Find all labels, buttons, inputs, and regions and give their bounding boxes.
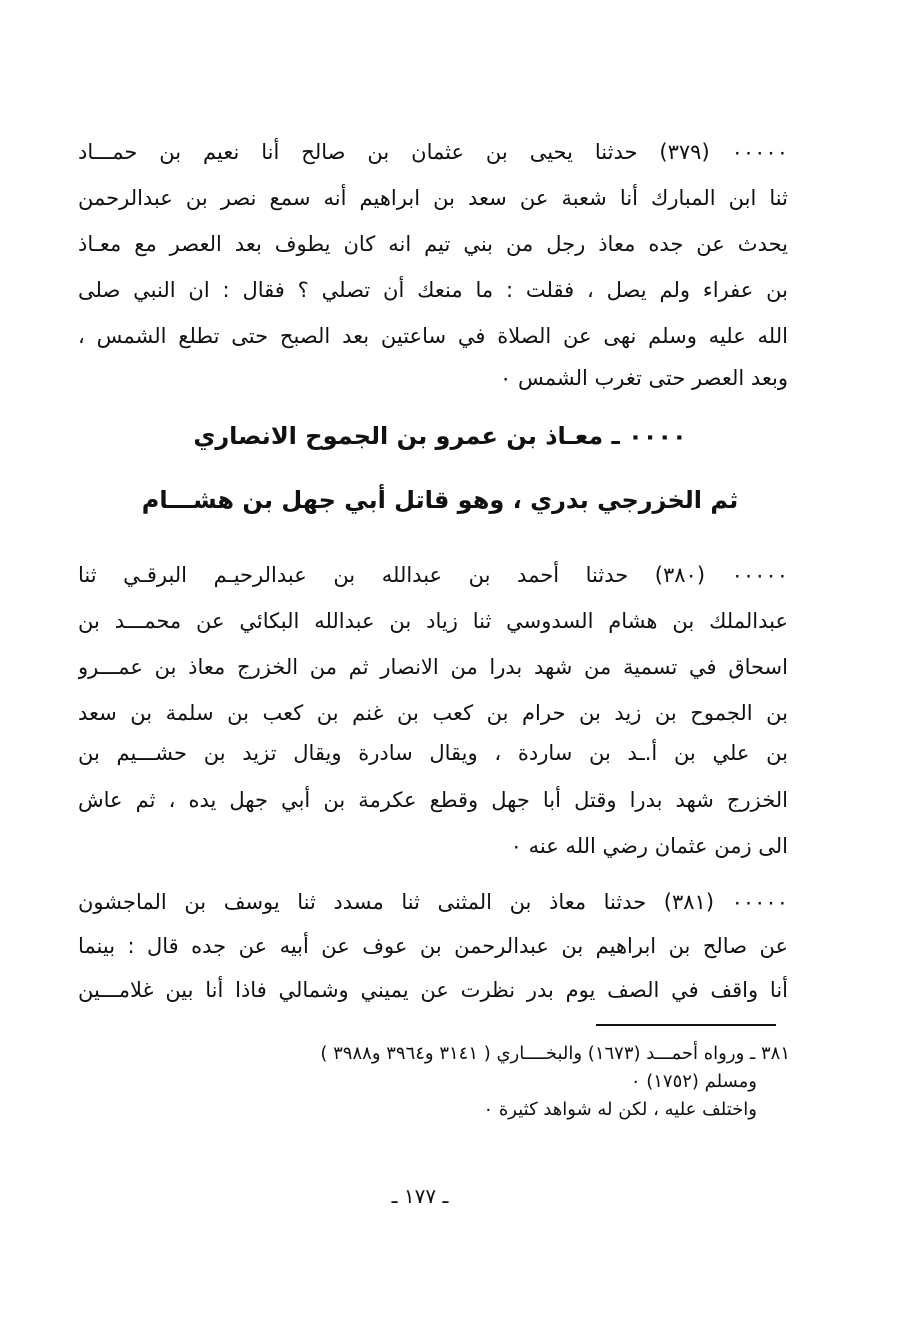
hadith-380-line-2: عبدالملك بن هشام السدوسي ثنا زياد بن عبدالله البكائي عن محمـــد بن <box>78 609 788 633</box>
footnote-line-1: ٣٨١ ـ ورواه أحمـــد (١٦٧٣) والبخــــاري ( ٣١٤١ و٣٩٦٤ و٣٩٨٨ ) <box>320 1043 790 1064</box>
footnote-line-2: ومسلم (١٧٥٢) ٠ <box>630 1071 757 1092</box>
section-heading-line-1: ٠٠٠٠ ـ معـاذ بن عمرو بن الجموح الانصاري <box>193 422 687 450</box>
footnote-line-3: واختلف عليه ، لكن له شواهد كثيرة ٠ <box>483 1099 757 1120</box>
hadith-379-line-4: بن عفراء ولم يصل ، فقلت : ما منعك أن تصلي ؟ فقال : ان النبي صلى <box>78 278 788 302</box>
hadith-379-line-3: يحدث عن جده معاذ رجل من بني تيم انه كان يطوف بعد العصر مع معـاذ <box>78 232 788 256</box>
hadith-381-line-3: أنا واقف في الصف يوم بدر نظرت عن يميني وشمالي فاذا أنا بين غلامـــين <box>78 978 788 1002</box>
hadith-379-line-2: ثنا ابن المبارك أنا شعبة عن سعد بن ابراهيم أنه سمع نصر بن عبدالرحمن <box>78 186 788 210</box>
hadith-380-line-5: بن علي بن أ.ـد بن ساردة ، ويقال سادرة ويقال تزيد بن حشـــيم بن <box>78 741 788 765</box>
hadith-379-line-6: وبعد العصر حتى تغرب الشمس ٠ <box>500 366 788 390</box>
hadith-379-line-5: الله عليه وسلم نهى عن الصلاة في ساعتين بعد الصبح حتى تطلع الشمس ، <box>78 324 788 348</box>
hadith-380-line-7: الى زمن عثمان رضي الله عنه ٠ <box>510 834 788 858</box>
hadith-380-line-4: بن الجموح بن زيد بن حرام بن كعب بن غنم بن كعب بن سلمة بن سعد <box>78 701 788 725</box>
footnote-separator <box>596 1024 776 1026</box>
hadith-380-line-3: اسحاق في تسمية من شهد بدرا من الانصار ثم من الخزرج معاذ بن عمـــرو <box>78 655 788 679</box>
hadith-381-line-2: عن صالح بن ابراهيم بن عبدالرحمن بن عوف عن أبيه عن جده قال : بينما <box>78 934 788 958</box>
hadith-379-line-1: ٠٠٠٠٠ (٣٧٩) حدثنا يحيى بن عثمان بن صالح أنا نعيم بن حمـــاد <box>78 140 788 164</box>
hadith-381-line-1: ٠٠٠٠٠ (٣٨١) حدثنا معاذ بن المثنى ثنا مسدد ثنا يوسف بن الماجشون <box>78 890 788 914</box>
hadith-380-line-1: ٠٠٠٠٠ (٣٨٠) حدثنا أحمد بن عبدالله بن عبدالرحيـم البرقـي ثنا <box>78 563 788 587</box>
hadith-380-line-6: الخزرج شهد بدرا وقتل أبا جهل وقطع عكرمة بن أبي جهل يده ، ثم عاش <box>78 788 788 812</box>
page-number: ـ ١٧٧ ـ <box>391 1184 449 1208</box>
section-heading-line-2: ثم الخزرجي بدري ، وهو قاتل أبي جهل بن هشـــام <box>141 486 739 514</box>
